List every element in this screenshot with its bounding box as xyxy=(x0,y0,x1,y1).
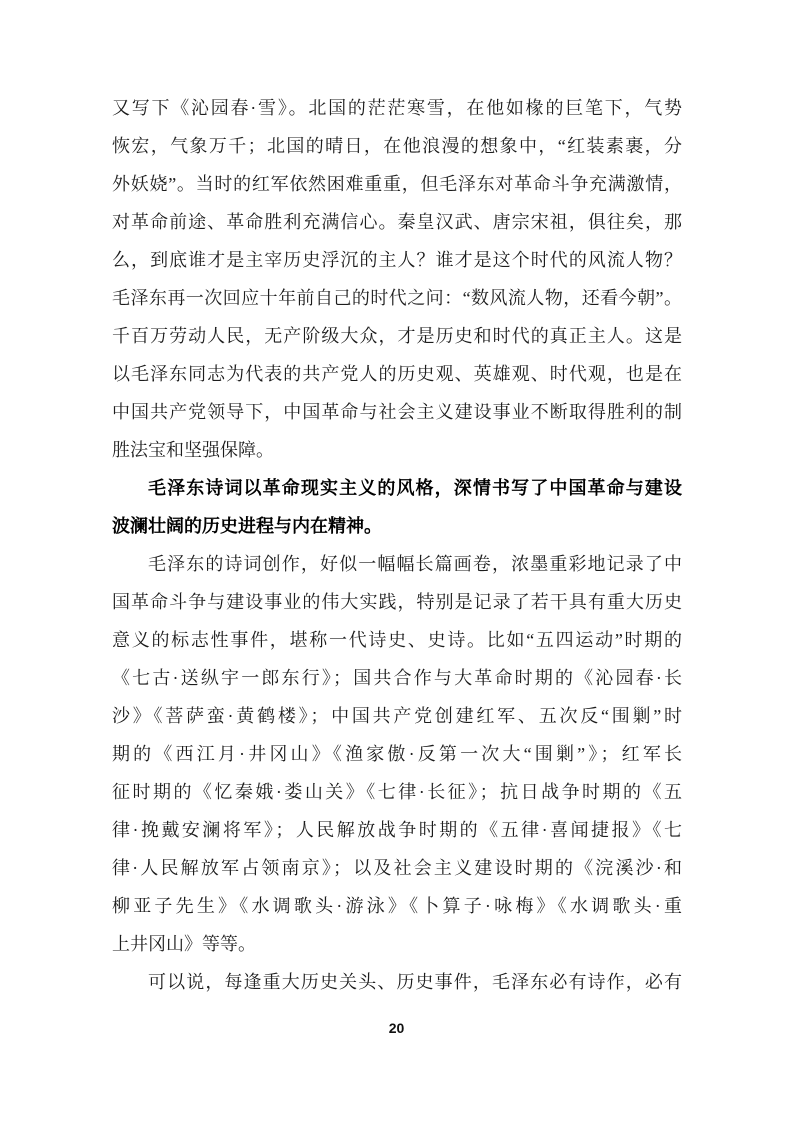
text-line: 律·人民解放军占领南京》；以及社会主义建设时期的《浣溪沙·和 xyxy=(112,858,682,878)
text-line: 柳亚子先生》《水调歌头·游泳》《卜算子·咏梅》《水调歌头·重 xyxy=(112,896,682,916)
text-line: 毛泽东再一次回应十年前自己的时代之问：“数风流人物，还看今朝”。 xyxy=(112,288,682,308)
paragraph xyxy=(112,545,682,963)
text-line: 国革命斗争与建设事业的伟大实践，特别是记录了若干具有重大历史 xyxy=(112,592,682,612)
text-line: 上井冈山》等等。 xyxy=(112,934,256,954)
text-line: 期的《西江月·井冈山》《渔家傲·反第一次大“围剿”》；红军长 xyxy=(112,744,682,764)
text-line: 么，到底谁才是主宰历史浮沉的主人？谁才是这个时代的风流人物？ xyxy=(112,250,682,270)
text-line: 意义的标志性事件，堪称一代诗史、史诗。比如“五四运动”时期的 xyxy=(112,630,682,650)
text-line: 毛泽东诗词以革命现实主义的风格，深情书写了中国革命与建设 xyxy=(148,478,682,498)
page-number: 20 xyxy=(388,1020,405,1036)
text-line: 波澜壮阔的历史进程与内在精神。 xyxy=(112,516,382,536)
text-line: 恢宏，气象万千；北国的晴日，在他浪漫的想象中，“红装素裹，分 xyxy=(112,136,682,156)
text-line: 千百万劳动人民，无产阶级大众，才是历史和时代的真正主人。这是 xyxy=(112,326,682,346)
text-line: 沙》《菩萨蛮·黄鹤楼》；中国共产党创建红军、五次反“围剿”时 xyxy=(112,706,682,726)
paragraph xyxy=(112,89,682,469)
paragraph xyxy=(112,469,682,545)
text-line: 以毛泽东同志为代表的共产党人的历史观、英雄观、时代观，也是在 xyxy=(112,364,682,384)
text-line: 律·挽戴安澜将军》；人民解放战争时期的《五律·喜闻捷报》《七 xyxy=(112,820,682,840)
text-line: 又写下《沁园春·雪》。北国的茫茫寒雪，在他如椽的巨笔下，气势 xyxy=(112,98,682,118)
text-line: 外妖娆”。当时的红军依然困难重重，但毛泽东对革命斗争充满激情， xyxy=(112,174,682,194)
text-line: 胜法宝和坚强保障。 xyxy=(112,440,274,460)
text-line: 《七古·送纵宇一郎东行》；国共合作与大革命时期的《沁园春·长 xyxy=(112,668,682,688)
text-line: 征时期的《忆秦娥·娄山关》《七律·长征》；抗日战争时期的《五 xyxy=(112,782,682,802)
text-line: 毛泽东的诗词创作，好似一幅幅长篇画卷，浓墨重彩地记录了中 xyxy=(148,554,682,574)
text-line: 可以说，每逢重大历史关头、历史事件，毛泽东必有诗作，必有 xyxy=(148,972,682,992)
text-line: 对革命前途、革命胜利充满信心。秦皇汉武、唐宗宋祖，俱往矣，那 xyxy=(112,212,682,232)
paragraph xyxy=(112,963,682,1001)
text-line: 中国共产党领导下，中国革命与社会主义建设事业不断取得胜利的制 xyxy=(112,402,682,422)
document-body xyxy=(112,89,682,1001)
